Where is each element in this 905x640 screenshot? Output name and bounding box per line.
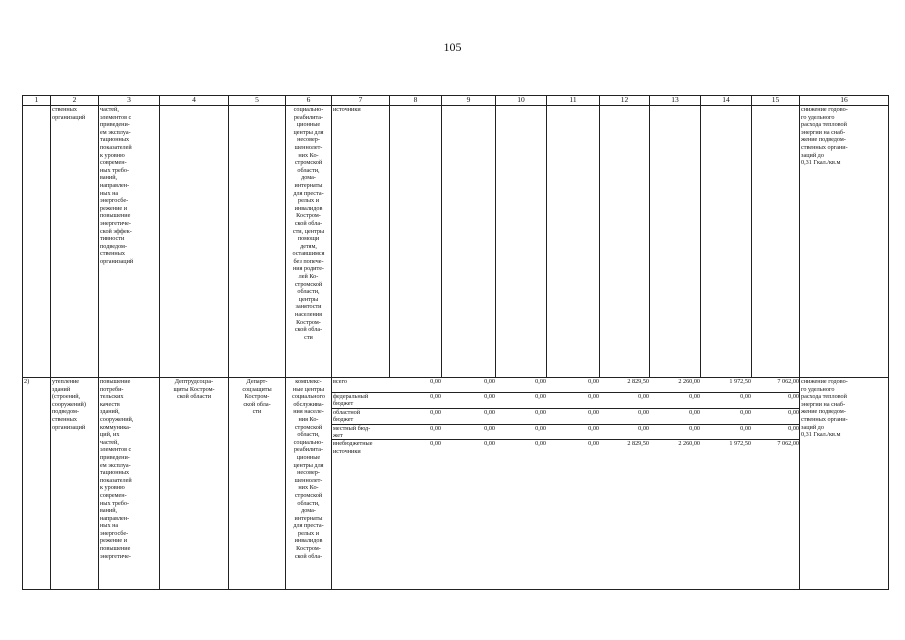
funding-value: 0,00 <box>496 393 547 409</box>
result-cell: снижение годово- го удельного расхода тепловой энергии на снаб- жение подведом- ственных органи- заций до 0,31 Гкал./кв.м <box>800 378 889 590</box>
value-cell <box>650 106 701 378</box>
funding-value: 0,00 <box>390 378 442 393</box>
funding-value: 0,00 <box>701 408 752 424</box>
funding-value: 2 260,00 <box>678 440 700 448</box>
funding-value: 0,00 <box>752 424 800 440</box>
funding-source-label: федеральный бюджет <box>332 393 390 409</box>
header-cell: 12 <box>600 96 650 106</box>
header-cell: 11 <box>547 96 600 106</box>
funding-row <box>332 408 800 424</box>
source-cell: источники <box>332 106 390 378</box>
funding-value: 0,00 <box>650 424 701 440</box>
funding-value: 0,00 <box>547 393 600 409</box>
funding-value: 0,00 <box>496 378 547 393</box>
funding-value: 1 972,50 <box>729 440 751 448</box>
funding-value: 1 972,50 <box>701 378 752 393</box>
funding-value: 0,00 <box>442 378 496 393</box>
page-number: 105 <box>443 40 462 54</box>
header-cell: 10 <box>496 96 547 106</box>
header-cell: 16 <box>800 96 889 106</box>
header-cell: 14 <box>701 96 752 106</box>
header-row <box>23 96 889 106</box>
object-cell: ственных организаций <box>51 106 99 378</box>
funding-value: 0,00 <box>752 408 800 424</box>
header-cell: 4 <box>160 96 229 106</box>
participants-cell: социально- реабилита- ционные центры для несовер- шеннолет- них Ко- стромской области, дома- интернаты для преста- релых и инвалидов Костром- ской обла- сти, центры помощи детям, оставшимся без попече- ния родите- лей Ко- стромской области, центры занятости населения Костром- ской обла- сти <box>286 106 332 378</box>
header-cell: 5 <box>229 96 286 106</box>
header-cell: 9 <box>442 96 496 106</box>
funding-value: 0,00 <box>442 424 496 440</box>
funding-value: 0,00 <box>600 408 650 424</box>
funding-value: 0,00 <box>390 408 442 424</box>
funding-value: 0,00 <box>547 408 600 424</box>
funding-source-label: местный бюд- жет <box>332 424 390 440</box>
program-table <box>22 95 889 590</box>
funding-source-label: областной бюджет <box>332 408 390 424</box>
header-cell: 1 <box>23 96 51 106</box>
header-cell: 13 <box>650 96 701 106</box>
funding-value: 0,00 <box>588 440 599 448</box>
funding-value: 0,00 <box>650 408 701 424</box>
funding-value: 2 829,50 <box>627 440 649 448</box>
funding-value: 0,00 <box>496 408 547 424</box>
funding-value: 0,00 <box>752 393 800 409</box>
funding-value: 7 062,00 <box>777 440 799 448</box>
value-cell <box>442 106 496 378</box>
funding-source-label: всего <box>332 378 390 393</box>
funding-source-label: внебюджетные источники <box>333 440 373 455</box>
funding-value: 0,00 <box>390 393 442 409</box>
funding-row <box>332 424 800 440</box>
funding-value: 0,00 <box>701 424 752 440</box>
goal-cell: частей, элементов с приведени- ем эксплуа- тационных показателей к уровню современ- ных требо- ваний, направлен- ных на энергосбе- режение и повышение энергетиче- ской эффек- тивности подведом- ственных организаций <box>99 106 160 378</box>
header-cell: 8 <box>390 96 442 106</box>
table-row <box>23 106 889 378</box>
row-number-cell: 2) <box>23 378 51 590</box>
table-row <box>23 378 889 590</box>
funding-table <box>332 378 800 455</box>
funding-value: 0,00 <box>484 440 495 448</box>
funding-value: 2 260,00 <box>650 378 701 393</box>
executor-cell: Дептрудсоцза- щиты Костром- ской области <box>160 378 229 590</box>
participants-cell: комплекс- ные центры социального обслужива- ния населе- ния Ко- стромской области, социально- реабилита- ционные центры для несовер- шеннолет- них Ко- стромской области, дома- интернаты для преста- релых и инвалидов Костром- ской обла- <box>286 378 332 590</box>
value-cell <box>701 106 752 378</box>
header-cell: 15 <box>752 96 800 106</box>
funding-row <box>332 393 800 409</box>
row-number-cell <box>23 106 51 378</box>
value-cell <box>496 106 547 378</box>
funding-value: 0,00 <box>442 408 496 424</box>
funding-value: 0,00 <box>547 378 600 393</box>
funding-value: 0,00 <box>547 424 600 440</box>
coordinator-cell <box>229 106 286 378</box>
header-cell: 3 <box>99 96 160 106</box>
funding-value: 0,00 <box>496 424 547 440</box>
funding-block <box>332 378 800 590</box>
result-cell: снижение годово- го удельного расхода тепловой энергии на снаб- жение подведом- ственных органи- заций до 0,31 Гкал./кв.м <box>800 106 889 378</box>
funding-row <box>332 378 800 393</box>
funding-value: 7 062,00 <box>752 378 800 393</box>
value-cell <box>752 106 800 378</box>
funding-value: 2 829,50 <box>600 378 650 393</box>
funding-value: 0,00 <box>600 424 650 440</box>
executor-cell <box>160 106 229 378</box>
funding-value: 0,00 <box>442 393 496 409</box>
funding-value: 0,00 <box>650 393 701 409</box>
funding-value: 0,00 <box>430 440 441 448</box>
header-cell: 7 <box>332 96 390 106</box>
goal-cell: повышение потреби- тельских качеств зданий, сооружений, коммуника- ций, их частей, элементов с приведени- ем эксплуа- тационных показателей к уровню современ- ных требо- ваний, направлен- ных на энергосбе- режение и повышение энергетиче- <box>99 378 160 590</box>
value-cell <box>390 106 442 378</box>
value-cell <box>600 106 650 378</box>
funding-value: 0,00 <box>600 393 650 409</box>
value-cell <box>547 106 600 378</box>
funding-value: 0,00 <box>701 393 752 409</box>
funding-value: 0,00 <box>535 440 546 448</box>
funding-row <box>332 440 800 455</box>
coordinator-cell: Департ- соцзащиты Костром- ской обла- сти <box>229 378 286 590</box>
object-cell: утепление зданий (строений, сооружений) подведом- ственных организаций <box>51 378 99 590</box>
header-cell: 2 <box>51 96 99 106</box>
funding-value: 0,00 <box>390 424 442 440</box>
header-cell: 6 <box>286 96 332 106</box>
